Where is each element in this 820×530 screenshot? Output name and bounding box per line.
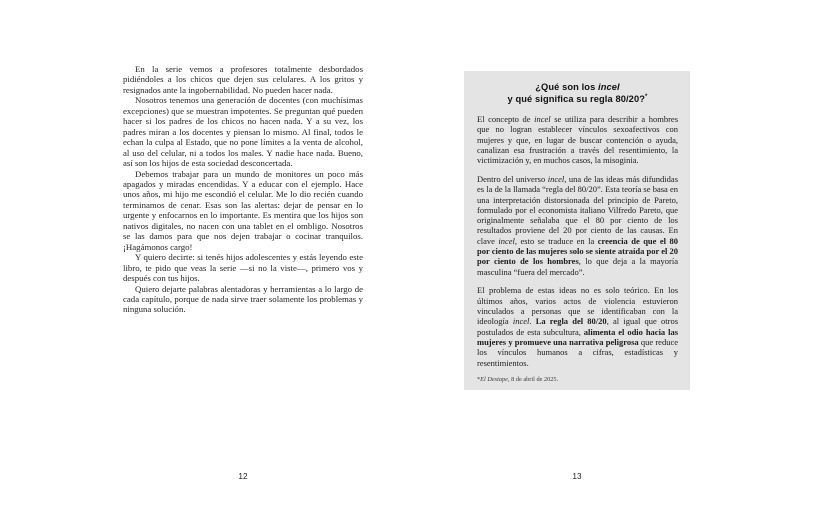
infobox-paragraph: El problema de estas ideas no es solo teórico. En los últimos años, varios actos de violencia estuvieron vinculados a personas que se identificaban con la ideología incel. La regla del 80/20, al igual que otros postulados de esta subcultura, alimenta el odio hacia las mujeres y promueve una narrativa peligrosa que reduce los vínculos humanos a cifras, estadísticas y resentimientos.: [477, 285, 679, 368]
infobox-title: [477, 81, 678, 105]
infobox-paragraph: Dentro del universo incel, una de las ideas más difundidas es la de la llamada “regla del 80/20”. Esta teoría se basa en una interpretación distorsionada del principio de Pareto, formulado por el economista italiano Vilfredo Pareto, que originalmente señalaba que el 80 por ciento de los resultados proviene del 20 por ciento de las causas. En clave incel, esto se traduce en la creencia de que el 80 por ciento de las mujeres solo se siente atraída por el 20 por ciento de los hombres, lo que deja a la mayoría masculina “fuera del mercado”.: [477, 173, 679, 277]
infobox-body: [477, 114, 678, 368]
page-number-right: 13: [572, 471, 582, 481]
left-page: [123, 64, 363, 315]
body-paragraph: En la serie vemos a profesores totalmente desbordados pidiéndoles a los chicos que dejen sus celulares. A los gritos y resignados ante la ingobernabilidad. No pueden hacer nada.: [123, 64, 363, 95]
infobox-paragraph: El concepto de incel se utiliza para describir a hombres que no logran establecer vínculos sexoafectivos con mujeres y que, en lugar de buscar contención o ayuda, canalizan esa frustración a través del resentimiento, la victimización y, en muchos casos, la misoginia.: [477, 114, 679, 166]
page-number-left: 12: [238, 471, 248, 481]
incel-infobox: [464, 71, 690, 390]
infobox-footnote: *El Destape, 8 de abril de 2025.: [477, 376, 559, 383]
body-paragraph: Quiero dejarte palabras alentadoras y herramientas a lo largo de cada capítulo, porque de nada sirve traer solamente los problemas y ninguna solución.: [123, 283, 363, 315]
body-paragraph: Nosotros tenemos una generación de docentes (con muchísimas excepciones) que se muestran impotentes. Se preguntan qué pueden hacer si los padres de los chicos no hacen nada. Y a su vez, los padres miran a los docentes y piensan lo mismo. Al final, todos le echan la culpa al Estado, que no pone límites a la venta de alcohol, al uso del celular, ni a todos los males. Y nadie hace nada. Bueno, así son los hijos de esta sociedad desconcertada.: [123, 95, 363, 169]
infobox-title-line1: ¿Qué son los incel: [535, 82, 620, 92]
infobox-title-line2: y qué significa su regla 80/20?*: [507, 93, 648, 104]
body-paragraph: Y quiero decirte: si tenés hijos adolescentes y estás leyendo este libro, te pido que veas la serie —si no la viste—, primero vos y después con tus hijos.: [123, 252, 363, 284]
body-paragraph: Debemos trabajar para un mundo de monitores un poco más apagados y miradas encendidas. Y a educar con el ejemplo. Hace unos años, mi hijo me escondió el celular. Me lo dio recién cuando terminamos de cenar. Esas son las alertas: dejar de pensar en lo urgente y enfocarnos en lo importante. Es mentira que los hijos son nativos digitales, no nacen con una tablet en el ombligo. Nosotros se las damos para que nos dejen trabajar o cocinar tranquilos. ¡Hagámonos cargo!: [123, 168, 363, 252]
